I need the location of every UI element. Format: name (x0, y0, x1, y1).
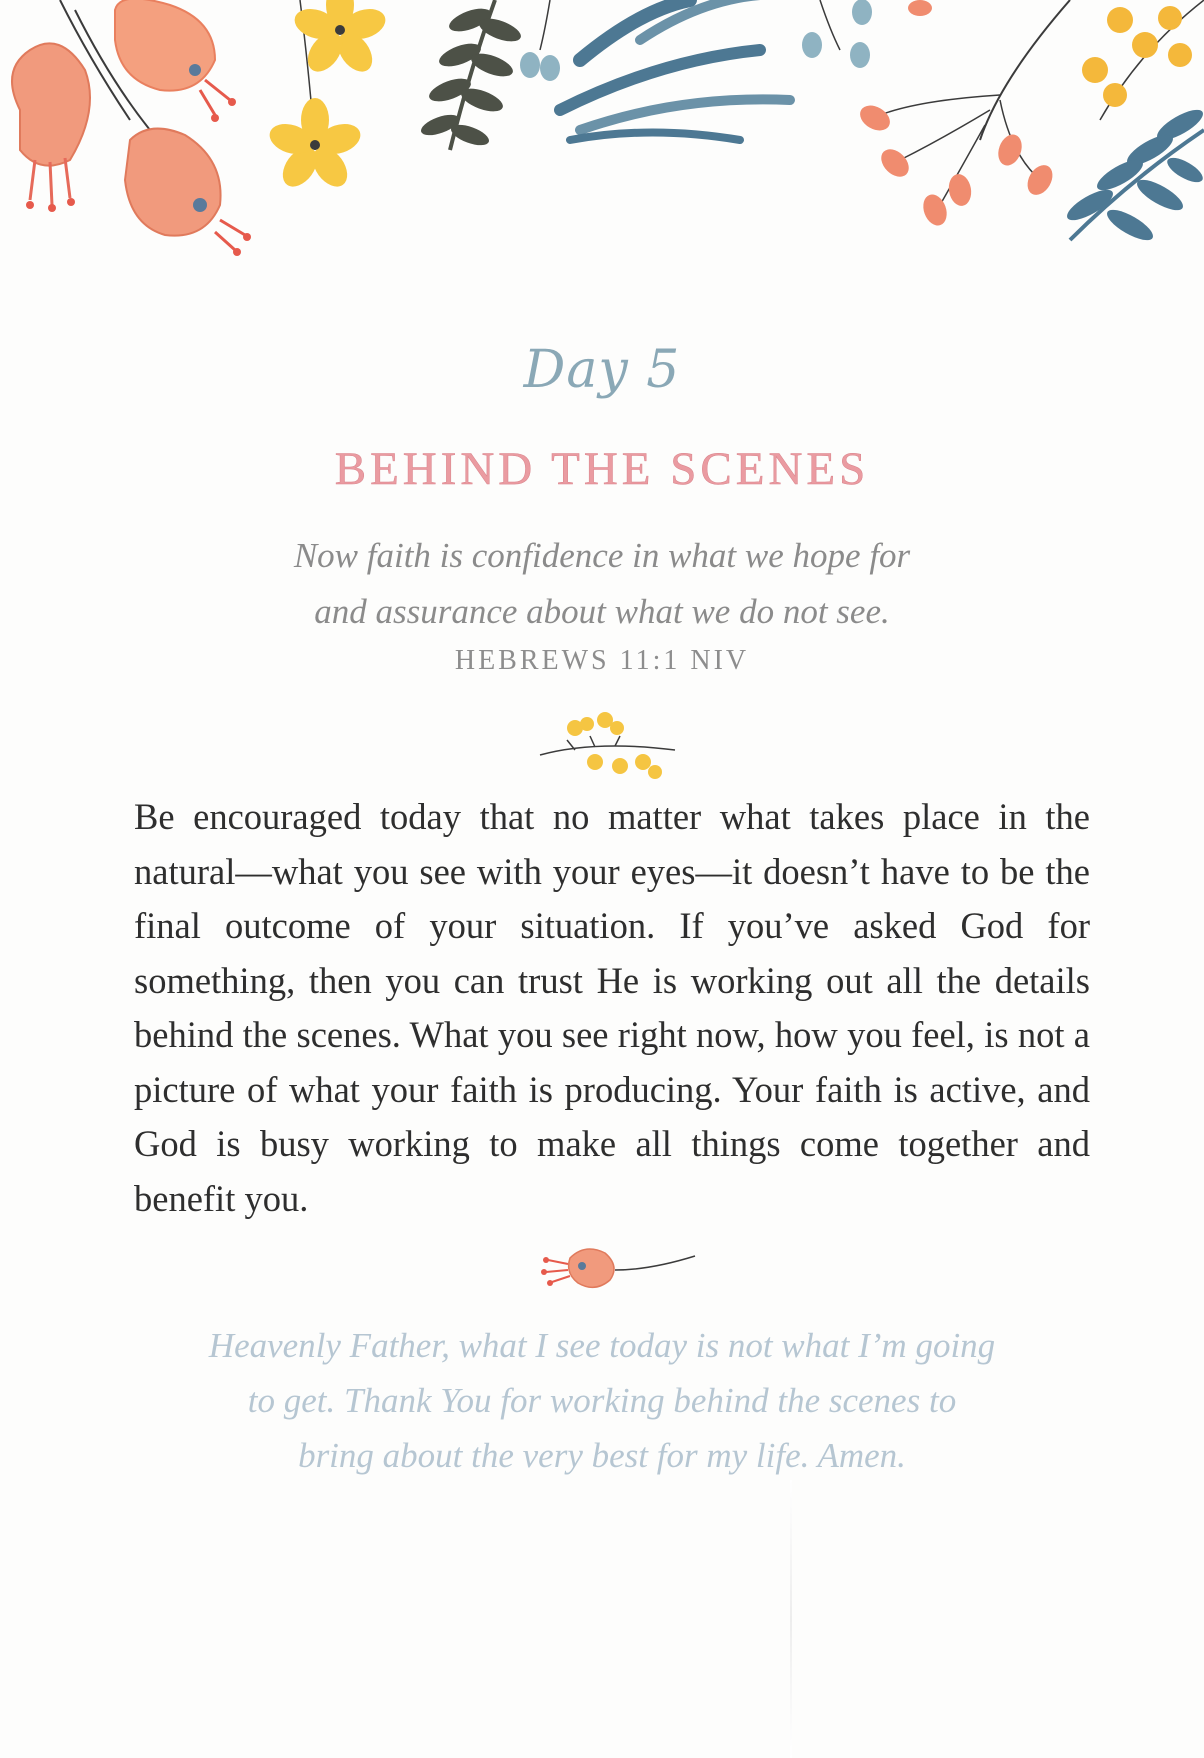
scan-seam (790, 1480, 792, 1758)
devotional-body: Be encouraged today that no matter what takes place in the natural—what you see with your eyes—it doesn’t have to be the final outcome of your situation. If you’ve asked God for something, then you can trust He is working out all the details behind the scenes. What you see right now, how you feel, is not a picture of what your faith is producing. Your faith is active, and God is busy working to make all things come together and benefit you. (134, 796, 1090, 1219)
prayer-line: Heavenly Father, what I see today is not what I’m going (208, 1326, 996, 1365)
closing-prayer (0, 1318, 1204, 1483)
yellow-buds-right (1082, 0, 1204, 120)
verse-line: and assurance about what we do not see. (314, 592, 890, 631)
coral-buds-right (856, 0, 1070, 229)
scripture-verse (0, 528, 1204, 640)
coral-flower-icon (530, 1238, 700, 1298)
day-label: Day 5 (523, 340, 681, 400)
prayer-line: to get. Thank You for working behind the scenes to (247, 1381, 957, 1420)
yellow-sprig-icon (535, 700, 685, 780)
coral-flower-top (115, 0, 236, 122)
verse-line: Now faith is confidence in what we hope for (293, 536, 911, 575)
blue-leaves (520, 0, 872, 140)
blue-fern-right (1063, 104, 1204, 246)
prayer-line: bring about the very best for my life. Amen. (298, 1436, 906, 1475)
coral-flower-left (12, 0, 130, 212)
floral-header-illustration (0, 0, 1204, 270)
page-title: BEHIND THE SCENES (334, 443, 870, 495)
yellow-flowers (266, 0, 389, 193)
scripture-reference: HEBREWS 11:1 NIV (454, 645, 750, 676)
dark-fern (418, 0, 523, 150)
